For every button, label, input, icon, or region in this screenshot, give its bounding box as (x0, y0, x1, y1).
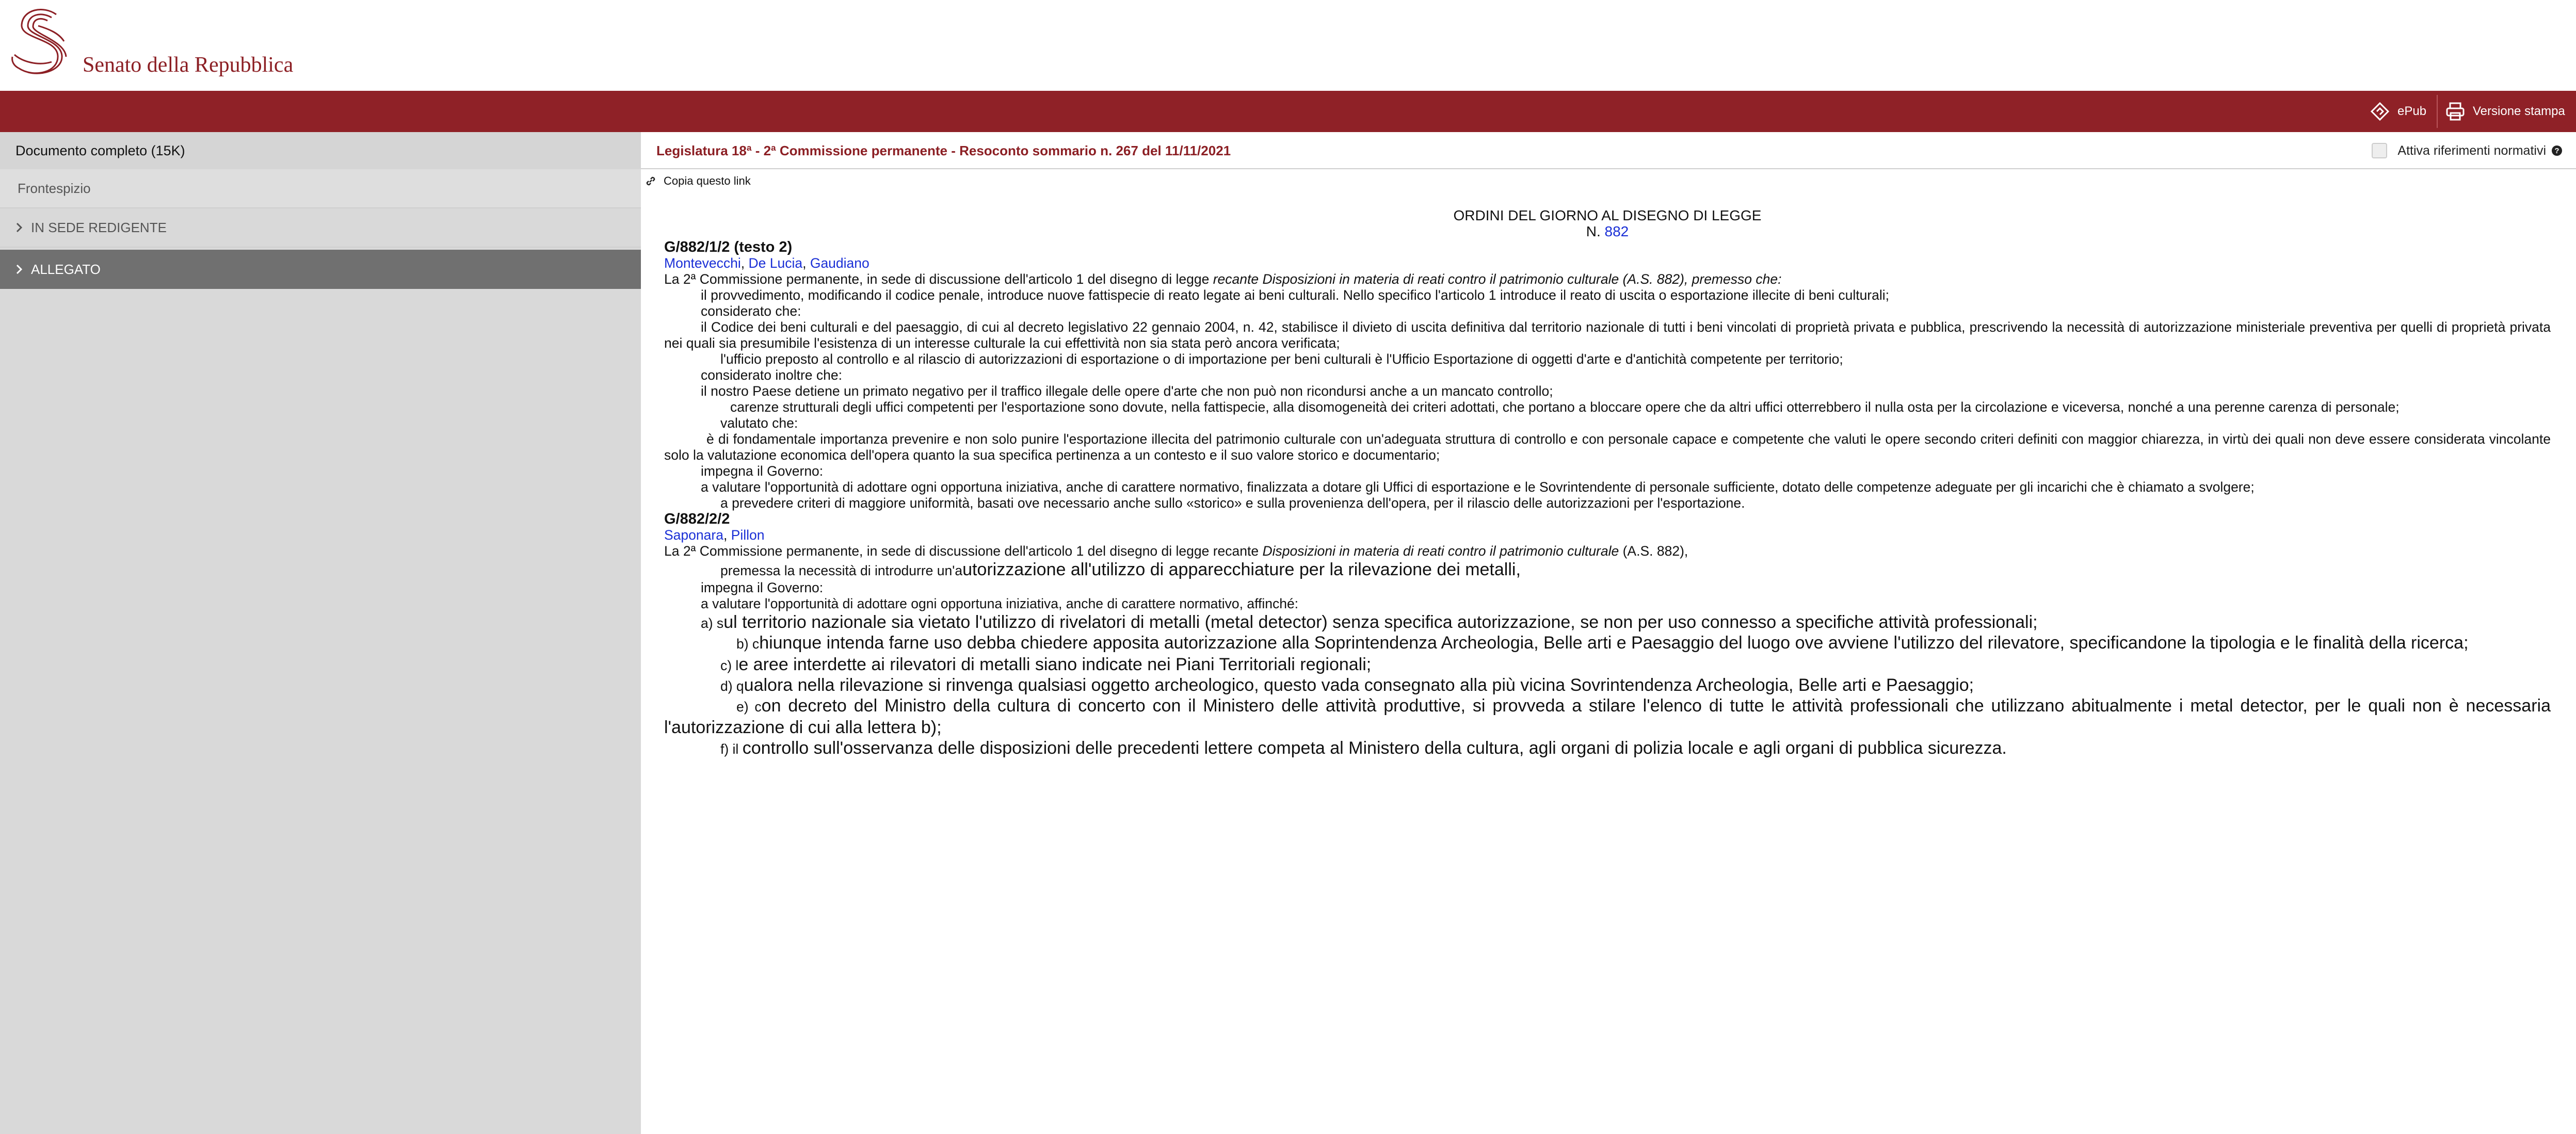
epub-label: ePub (2397, 104, 2427, 118)
document-number: N. 882 (1586, 223, 1629, 239)
help-icon[interactable] (2551, 145, 2563, 156)
paragraph: considerato inoltre che: (701, 367, 842, 383)
epub-button[interactable] (2370, 91, 2426, 132)
link-icon (645, 175, 656, 187)
list-item: c) le aree interdette ai rilevatori di metalli siano indicate nei Piani Territoriali regionali; (720, 655, 1372, 674)
list-item: d) qualora nella rilevazione si rinvenga qualsiasi oggetto archeologico, questo vada consegnato alla più vicina Sovrintendenza Archeologia, Belle arti e Paesaggio; (720, 675, 1974, 695)
paragraph: La 2ª Commissione permanente, in sede di discussione dell'articolo 1 del disegno di legge recante Disposizioni in materia di reati contro il patrimonio culturale (A.S. 882), premesso che: (664, 271, 1782, 287)
svg-text:?: ? (2554, 147, 2559, 155)
authors: Montevecchi, De Lucia, Gaudiano (664, 255, 870, 271)
author-link[interactable]: Gaudiano (810, 255, 870, 271)
paragraph: è di fondamentale importanza prevenire e non solo punire l'esportazione illecita del patrimonio culturale con un'adeguata struttura di controllo e con personale capace e competente che valuti le opere secondo criteri definiti con maggior chiarezza, in virtù dei quali non deve essere considerata vincolante solo la valutazione economica dell'opera quanto la sua specifica pertinenza a un contesto e il suo valore storico e documentario; (664, 431, 2551, 463)
sidebar-item-allegato[interactable] (0, 250, 641, 289)
paragraph: il Codice dei beni culturali e del paesaggio, di cui al decreto legislativo 22 gennaio 2004, n. 42, stabilisce il divieto di uscita definitiva dal territorio nazionale di tutti i beni vincolati di proprietà privata e pubblica, prescrivendo la necessità di autorizzazione ministeriale preventiva per quelli di proprietà privata nei quali sia presumibile l'esistenza di un interesse culturale la cui effettività non sia stata però ancora verificata; (664, 319, 2551, 351)
chevron-right-icon (15, 222, 23, 233)
paragraph: il provvedimento, modificando il codice penale, introduce nuove fattispecie di reato legate ai beni culturali. Nello specifico l'articolo 1 introduce il reato di uscita o esportazione illecite di beni culturali; (701, 287, 1890, 303)
sidebar-item-label: IN SEDE REDIGENTE (31, 219, 167, 235)
paragraph: carenze strutturali degli uffici competenti per l'esportazione sono dovute, nella fattispecie, alla disomogeneità dei criteri adottati, che portano a bloccare opere che da altri uffici otterrebbero il nulla osta per la circolazione e viceversa, nonché a una perenne carenza di personale; (730, 399, 2400, 415)
norm-references-checkbox[interactable] (2372, 143, 2387, 158)
paragraph: premessa la necessità di introdurre un'autorizzazione all'utilizzo di apparecchiature per la rilevazione dei metalli, (720, 560, 1521, 579)
norm-references-toggle[interactable] (2372, 132, 2563, 169)
paragraph: impegna il Governo: (701, 580, 824, 595)
norm-references-label: Attiva riferimenti normativi (2397, 143, 2546, 158)
document-title: ORDINI DEL GIORNO AL DISEGNO DI LEGGE (1453, 207, 1762, 223)
copy-link[interactable] (645, 174, 751, 188)
sidebar-item-label: Frontespizio (18, 180, 91, 196)
print-label: Versione stampa (2473, 104, 2565, 118)
sidebar-item-documento-completo[interactable] (0, 132, 641, 169)
document-body (664, 207, 2551, 758)
printer-icon (2445, 101, 2466, 122)
print-version-button[interactable] (2445, 91, 2565, 132)
bill-number-link[interactable]: 882 (1604, 223, 1629, 239)
paragraph: considerato che: (701, 303, 801, 319)
sidebar-item-label: Documento completo (15K) (15, 142, 185, 158)
sidebar (0, 132, 641, 1134)
paragraph: a valutare l'opportunità di adottare ogni opportuna iniziativa, anche di carattere normativo, affinché: (701, 596, 1299, 611)
paragraph: impegna il Governo: (701, 463, 824, 479)
sidebar-item-label: ALLEGATO (31, 261, 101, 277)
toolbar-divider (2437, 95, 2438, 128)
site-name: Senato della Repubblica (83, 53, 294, 77)
paragraph: a prevedere criteri di maggiore uniformità, basati ove necessario anche sullo «storico» e sulla provenienza dell'opera, per il rilascio delle autorizzazioni per l'esportazione. (720, 495, 1745, 511)
list-item: e) con decreto del Ministro della cultura di concerto con il Ministero delle attività produttive, si provveda a stilare l'elenco di tutte le attività professionali che utilizzano abitualmente i metal detector, per le quali non è necessaria l'autorizzazione di cui alla lettera b); (664, 696, 2551, 737)
list-item: a) sul territorio nazionale sia vietato l'utilizzo di rivelatori di metalli (metal detector) senza specifica autorizzazione, se non per uso connesso a specifiche attività professionali; (701, 612, 2038, 632)
chevron-right-icon (15, 264, 23, 275)
senato-logo-icon (7, 5, 79, 83)
authors: Saponara, Pillon (664, 527, 765, 543)
paragraph: La 2ª Commissione permanente, in sede di discussione dell'articolo 1 del disegno di legge recante Disposizioni in materia di reati contro il patrimonio culturale (A.S. 882), (664, 543, 1688, 559)
author-link[interactable]: De Lucia (748, 255, 803, 271)
sidebar-item-frontespizio[interactable] (0, 169, 641, 208)
site-header (0, 0, 2576, 91)
author-link[interactable]: Saponara (664, 527, 723, 543)
paragraph: valutato che: (720, 415, 798, 431)
paragraph: l'ufficio preposto al controllo e al rilascio di autorizzazioni di esportazione o di importazione per beni culturali è l'Ufficio Esportazione di oggetti d'arte e d'antichità competente per territorio; (720, 351, 1843, 367)
breadcrumb: Legislatura 18ª - 2ª Commissione permanente - Resoconto sommario n. 267 del 11/11/2021 (656, 142, 1231, 158)
list-item: b) chiunque intenda farne uso debba chiedere apposita autorizzazione alla Soprintendenza Archeologia, Belle arti e Paesaggio del luogo ove avviene l'utilizzo del rilevatore, specificandone la tipologia e le finalità della ricerca; (736, 633, 2469, 653)
epub-icon (2370, 101, 2390, 122)
top-toolbar (0, 91, 2576, 132)
order-code: G/882/1/2 (testo 2) (664, 239, 793, 255)
author-link[interactable]: Pillon (731, 527, 765, 543)
author-link[interactable]: Montevecchi (664, 255, 741, 271)
order-code: G/882/2/2 (664, 511, 730, 527)
paragraph: il nostro Paese detiene un primato negativo per il traffico illegale delle opere d'arte che non può non ricondursi anche a un mancato controllo; (701, 383, 1553, 399)
site-logo[interactable] (7, 5, 293, 83)
list-item: f) il controllo sull'osservanza delle disposizioni delle precedenti lettere competa al Ministero della cultura, agli organi di polizia locale e agli organi di pubblica sicurezza. (720, 738, 2007, 758)
copy-link-label: Copia questo link (664, 174, 751, 187)
paragraph: a valutare l'opportunità di adottare ogni opportuna iniziativa, anche di carattere normativo, finalizzata a dotare gli Uffici di esportazione e le Sovrintendente di personale sufficiente, dotato delle competenze adeguate per gli incarichi che è chiamato a svolgere; (701, 479, 2255, 495)
breadcrumb-bar (641, 132, 2576, 169)
sidebar-item-in-sede-redigente[interactable] (0, 208, 641, 248)
